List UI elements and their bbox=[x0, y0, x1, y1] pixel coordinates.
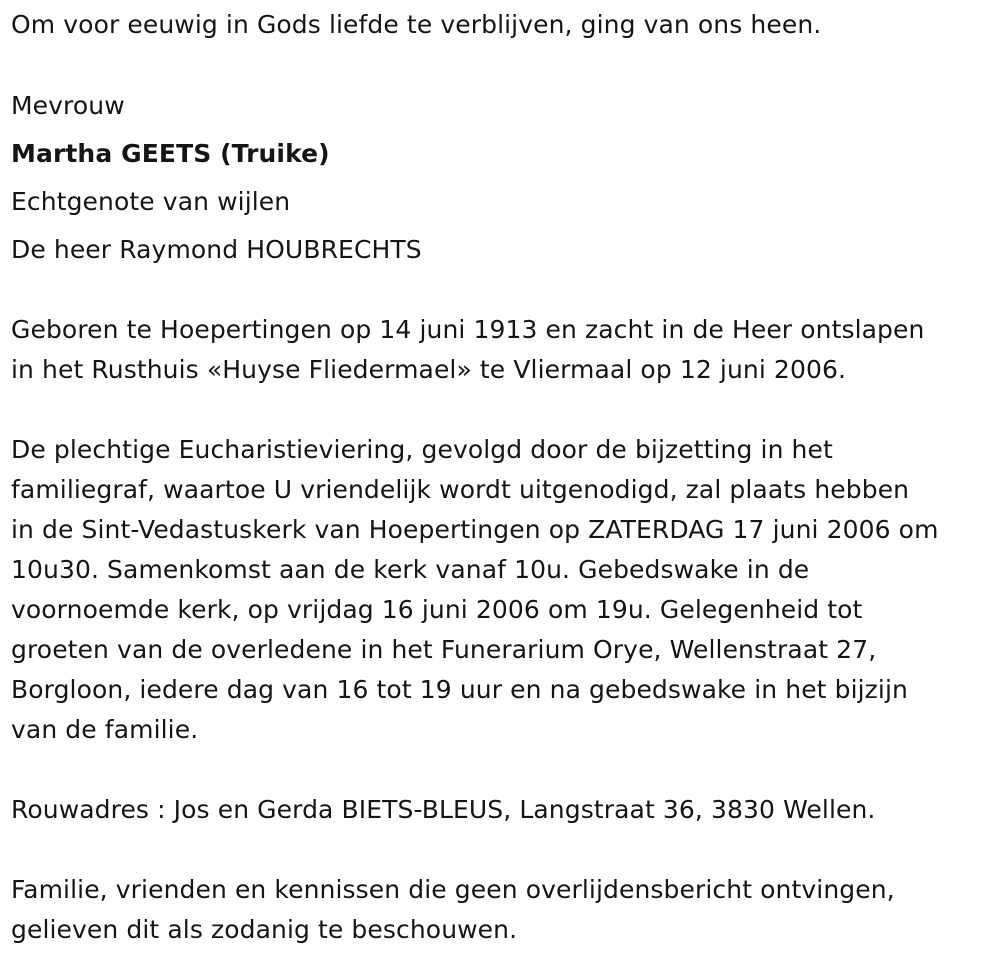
closing-line: Familie, vrienden en kennissen die geen overlijdensbericht ontvingen, bbox=[11, 875, 895, 904]
ceremony-line: De plechtige Eucharistieviering, gevolgd door de bijzetting in het bbox=[11, 435, 833, 464]
person-relation: Echtgenote van wijlen bbox=[11, 187, 291, 216]
spouse-name: De heer Raymond HOUBRECHTS bbox=[11, 235, 422, 264]
intro-line: Om voor eeuwig in Gods liefde te verblijven, ging van ons heen. bbox=[11, 10, 822, 39]
person-title: Mevrouw bbox=[11, 91, 125, 120]
closing-line: gelieven dit als zodanig te beschouwen. bbox=[11, 915, 518, 944]
ceremony-line: familiegraf, waartoe U vriendelijk wordt uitgenodigd, zal plaats hebben bbox=[11, 475, 910, 504]
birth-death-line: in het Rusthuis «Huyse Fliedermael» te Vliermaal op 12 juni 2006. bbox=[11, 355, 847, 384]
ceremony-line: Borgloon, iedere dag van 16 tot 19 uur en na gebedswake in het bijzijn bbox=[11, 675, 908, 704]
mourning-address: Rouwadres : Jos en Gerda BIETS-BLEUS, Langstraat 36, 3830 Wellen. bbox=[11, 795, 876, 824]
ceremony-line: van de familie. bbox=[11, 715, 199, 744]
ceremony-line: voornoemde kerk, op vrijdag 16 juni 2006 om 19u. Gelegenheid tot bbox=[11, 595, 863, 624]
birth-death-line: Geboren te Hoepertingen op 14 juni 1913 en zacht in de Heer ontslapen bbox=[11, 315, 925, 344]
ceremony-line: 10u30. Samenkomst aan de kerk vanaf 10u. Gebedswake in de bbox=[11, 555, 810, 584]
ceremony-line: groeten van de overledene in het Funerarium Orye, Wellenstraat 27, bbox=[11, 635, 877, 664]
person-name: Martha GEETS (Truike) bbox=[11, 139, 330, 168]
ceremony-line: in de Sint-Vedastuskerk van Hoepertingen op ZATERDAG 17 juni 2006 om bbox=[11, 515, 939, 544]
